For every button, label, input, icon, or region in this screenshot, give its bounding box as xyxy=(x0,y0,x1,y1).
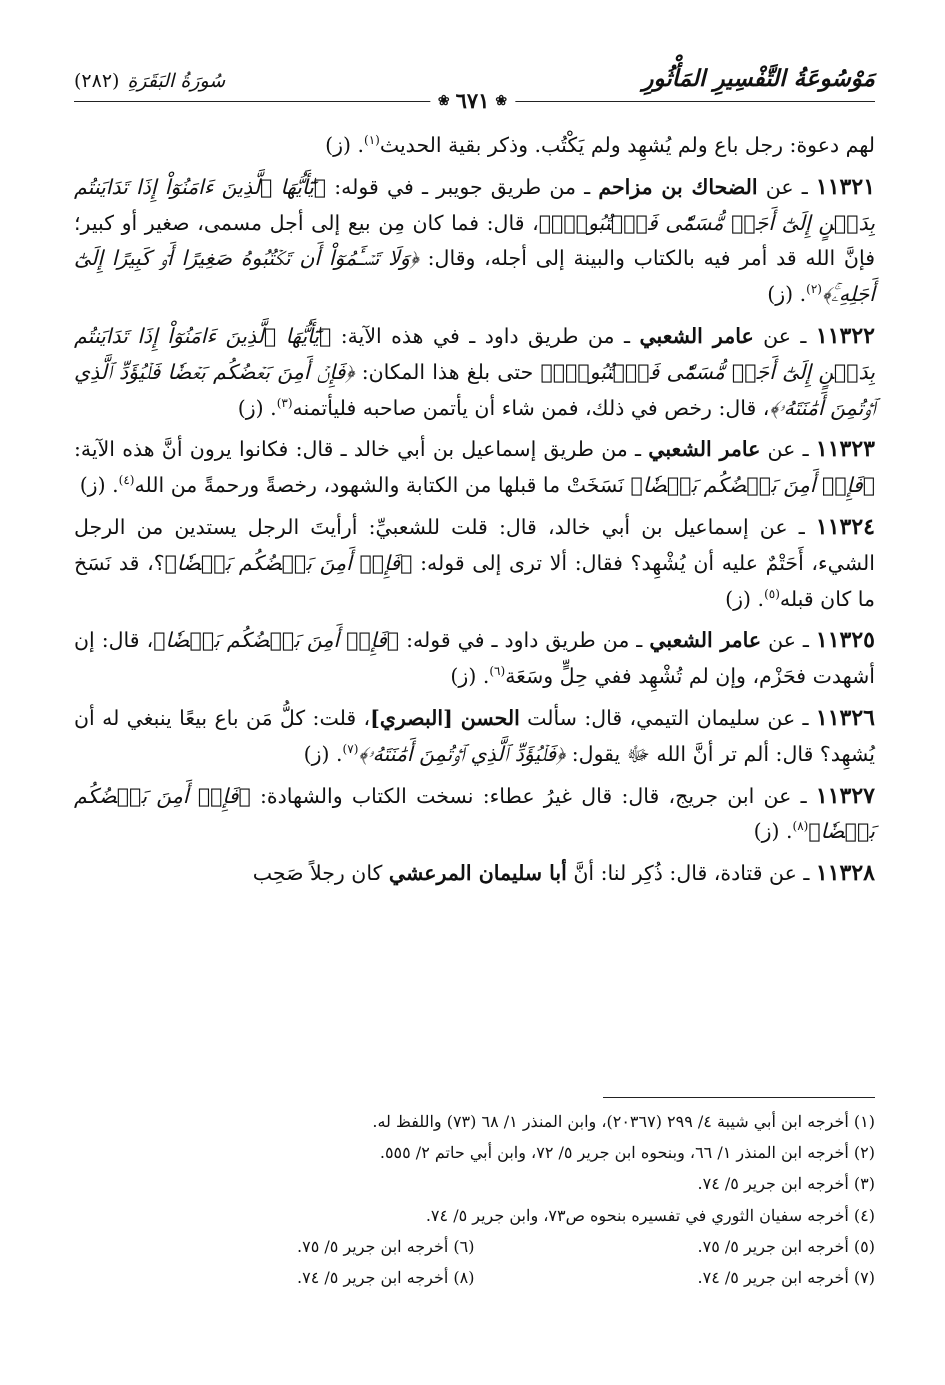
text: لهم دعوة: رجل باع ولم يُشهِد ولم يَكْتُب. وذكر بقية الحديث xyxy=(379,133,875,157)
text: . (ز) xyxy=(79,473,119,498)
footnote-4: (٤) أخرجه سفيان الثوري في تفسيره بنحوه ص٧٣، وابن جرير ٥/ ٧٤. xyxy=(425,1205,875,1225)
quran-verse: ﴿فَإِنۡ أَمِنَ بَعۡضُكُم بَعۡضٗا﴾ xyxy=(630,473,875,498)
narrator-name: الضحاك بن مزاحم xyxy=(598,174,758,199)
text: ، قال: رخص في ذلك، فمن شاء أن يأتمن صاحبه فليأتمنه xyxy=(292,395,770,420)
narration-11328 xyxy=(74,856,875,892)
text: حتى بلغ هذا المكان: xyxy=(354,359,541,384)
book-title: مَوْسُوعَةُ التَّفْسِيرِ المَأْثُورِ xyxy=(642,65,875,92)
text: ـ من طريق إسماعيل بن أبي خالد ـ قال: فكانوا يرون أنَّ هذه الآية: xyxy=(74,437,649,462)
text: . (ز) xyxy=(450,664,490,689)
footnote-ref[interactable]: (١) xyxy=(364,133,380,148)
quran-verse: ﴿فَلۡيُؤَدِّ ٱلَّذِي ٱؤۡتُمِنَ أَمَٰنَتَهُۥ﴾ xyxy=(358,741,566,766)
paragraph xyxy=(74,128,875,164)
narration-number: ١١٣٢٧ xyxy=(815,782,875,809)
footnote-row xyxy=(74,1168,875,1199)
footnote-3: (٣) أخرجه ابن جرير ٥/ ٧٤. xyxy=(697,1174,875,1194)
quran-verse: ﴿فَإِنۡ أَمِنَ بَعۡضُكُم بَعۡضٗا﴾ xyxy=(74,783,875,844)
footnote-6: (٦) أخرجه ابن جرير ٥/ ٧٥. xyxy=(297,1236,475,1256)
ayah-reference: (٢٨٢) xyxy=(74,70,120,92)
narration-11326 xyxy=(74,701,875,773)
text: . (ز) xyxy=(325,133,365,157)
text: ـ عن قتادة، قال: ذُكِر لنا: أنَّ xyxy=(566,861,816,886)
running-header xyxy=(74,58,875,92)
text: ، قال: فما كان مِن بيع إلى أجل مسمى، صغير أو كبير؛ فإنَّ الله قد أمر فيه بالكتاب والبينة إلى أجله، وقال: xyxy=(74,210,876,271)
narration-number: ١١٣٢٨ xyxy=(815,860,875,887)
narration-11327 xyxy=(74,779,875,851)
text: ـ عن xyxy=(760,437,816,462)
footnotes xyxy=(74,1106,875,1293)
text: ، قال: إن أشهدت فحَزْم، وإن لم تُشْهِد ففي حِلٍّ وسَعَة xyxy=(74,628,875,689)
text: ـ عن xyxy=(761,628,816,653)
text: . (ز) xyxy=(767,282,807,307)
narrator-name: عامر الشعبي xyxy=(639,323,754,348)
narrator-name: الحسن [البصري] xyxy=(370,705,520,730)
narration-11321 xyxy=(74,170,875,313)
text: . (ز) xyxy=(753,819,793,844)
page-number: ٦٧١ xyxy=(455,88,490,113)
footnote-ref[interactable]: (٤) xyxy=(118,473,135,488)
footnote-ref[interactable]: (٨) xyxy=(792,819,809,834)
narration-number: ١١٣٢٢ xyxy=(815,322,875,349)
text: ـ عن إسماعيل بن أبي خالد، قال: قلت للشعبيِّ: أرأيتَ الرجل يستدين من الرجل الشيء، أَحَتْمٌ عليه أن يُشْهِد؟ فقال: ألا ترى إلى قوله: xyxy=(74,514,875,575)
quran-verse: ﴿يَٰٓأَيُّهَا ٱلَّذِينَ ءَامَنُوٓاْ إِذَا تَدَايَنتُم بِدَيۡنٍ إِلَىٰٓ أَجَلٖ مُّسَمّٗى فَٱكۡتُبُوهُۚ﴾ xyxy=(74,174,875,235)
text: ؟، قد نَسَخ ما كان قبله xyxy=(74,550,875,611)
text: ـ من طريق داود ـ في قوله: xyxy=(399,628,650,653)
text: ـ عن xyxy=(757,174,816,199)
text: ـ من طريق جويبر ـ في قوله: xyxy=(326,174,599,199)
text: ، قلت: كلُّ مَن باع بيعًا ينبغي له أن يُشهِد؟ قال: ألم تر أنَّ الله ﷻ يقول: xyxy=(74,705,875,766)
narration-11322 xyxy=(74,319,875,426)
text: نَسَخَتْ ما قبلها من الكتابة والشهود، رخصةً ورحمةً من الله xyxy=(134,473,631,498)
footnote-ref[interactable]: (٣) xyxy=(276,395,293,410)
narration-11323 xyxy=(74,432,875,504)
narration-number: ١١٣٢٥ xyxy=(815,627,875,654)
footnote-separator xyxy=(603,1097,875,1098)
narration-number: ١١٣٢٣ xyxy=(815,436,875,463)
quran-verse: ﴿فَإِنۡ أَمِنَ بَعۡضُكُم بَعۡضٗا﴾ xyxy=(153,628,400,653)
page-number-block xyxy=(430,88,515,113)
ornament-icon: ❀ xyxy=(437,92,450,109)
narrator-name: أبا سليمان المرعشي xyxy=(388,861,567,886)
surah-name: سُورَةُ البَقَرَةِ xyxy=(127,70,226,92)
footnote-ref[interactable]: (٥) xyxy=(764,586,780,601)
narration-11325 xyxy=(74,623,875,695)
text: . (ز) xyxy=(725,586,765,611)
text: ـ عن xyxy=(753,323,816,348)
narration-number: ١١٣٢١ xyxy=(815,173,876,200)
footnote-row xyxy=(74,1137,875,1168)
text: ـ عن سليمان التيمي، قال: سألت xyxy=(519,705,816,730)
footnote-row xyxy=(74,1231,875,1262)
quran-verse: ﴿يَٰٓأَيُّهَا ٱلَّذِينَ ءَامَنُوٓاْ إِذَا تَدَايَنتُم بِدَيۡنٍ إِلَىٰٓ أَجَلٖ مُّسَمّٗى فَٱكۡتُبُوهُۚ﴾ xyxy=(74,323,875,384)
footnote-row xyxy=(74,1262,875,1293)
text: كان رجلاً صَحِب xyxy=(252,861,389,886)
footnote-8: (٨) أخرجه ابن جرير ٥/ ٧٤. xyxy=(297,1268,475,1288)
footnote-2: (٢) أخرجه ابن المنذر ١/ ٦٦، وبنحوه ابن جرير ٥/ ٧٢، وابن أبي حاتم ٢/ ٥٥٥. xyxy=(379,1143,875,1163)
footnote-row xyxy=(74,1106,875,1137)
text: . (ز) xyxy=(237,395,277,420)
footnote-ref[interactable]: (٦) xyxy=(489,664,506,679)
narration-number: ١١٣٢٤ xyxy=(815,513,875,540)
text: ـ من طريق داود ـ في هذه الآية: xyxy=(331,323,640,348)
quran-verse: ﴿فَإِنۡ أَمِنَ بَعۡضُكُم بَعۡضٗا﴾ xyxy=(164,550,413,575)
footnote-row xyxy=(74,1200,875,1231)
narration-11324 xyxy=(74,510,875,617)
footnote-1: (١) أخرجه ابن أبي شيبة ٤/ ٢٩٩ (٢٠٣٦٧)، وابن المنذر ١/ ٦٨ (٧٣) واللفظ له. xyxy=(372,1112,875,1131)
ornament-icon: ❀ xyxy=(495,92,508,109)
footnote-7: (٧) أخرجه ابن جرير ٥/ ٧٤. xyxy=(697,1268,875,1288)
quran-verse: ﴿وَلَا تَسۡـَٔمُوٓاْ أَن تَكۡتُبُوهُ صَغِيرًا أَوۡ كَبِيرًا إِلَىٰٓ أَجَلِهِۦۚ﴾ xyxy=(74,246,875,307)
narration-number: ١١٣٢٦ xyxy=(815,704,875,731)
text: ـ عن ابن جريج، قال: قال غيرُ عطاء: نسخت الكتاب والشهادة: xyxy=(250,783,816,808)
surah-reference xyxy=(74,70,225,92)
narrator-name: عامر الشعبي xyxy=(649,628,762,653)
text: . (ز) xyxy=(303,741,343,766)
footnote-5: (٥) أخرجه ابن جرير ٥/ ٧٥. xyxy=(697,1236,875,1256)
footnote-ref[interactable]: (٢) xyxy=(806,282,822,297)
footnote-ref[interactable]: (٧) xyxy=(342,741,359,756)
main-text xyxy=(74,128,875,898)
quran-verse: ﴿فَإِنۡ أَمِنَ بَعۡضُكُم بَعۡضٗا فَلۡيُؤَدِّ ٱلَّذِي ٱؤۡتُمِنَ أَمَٰنَتَهُۥ﴾ xyxy=(74,359,875,420)
narrator-name: عامر الشعبي xyxy=(648,437,761,462)
